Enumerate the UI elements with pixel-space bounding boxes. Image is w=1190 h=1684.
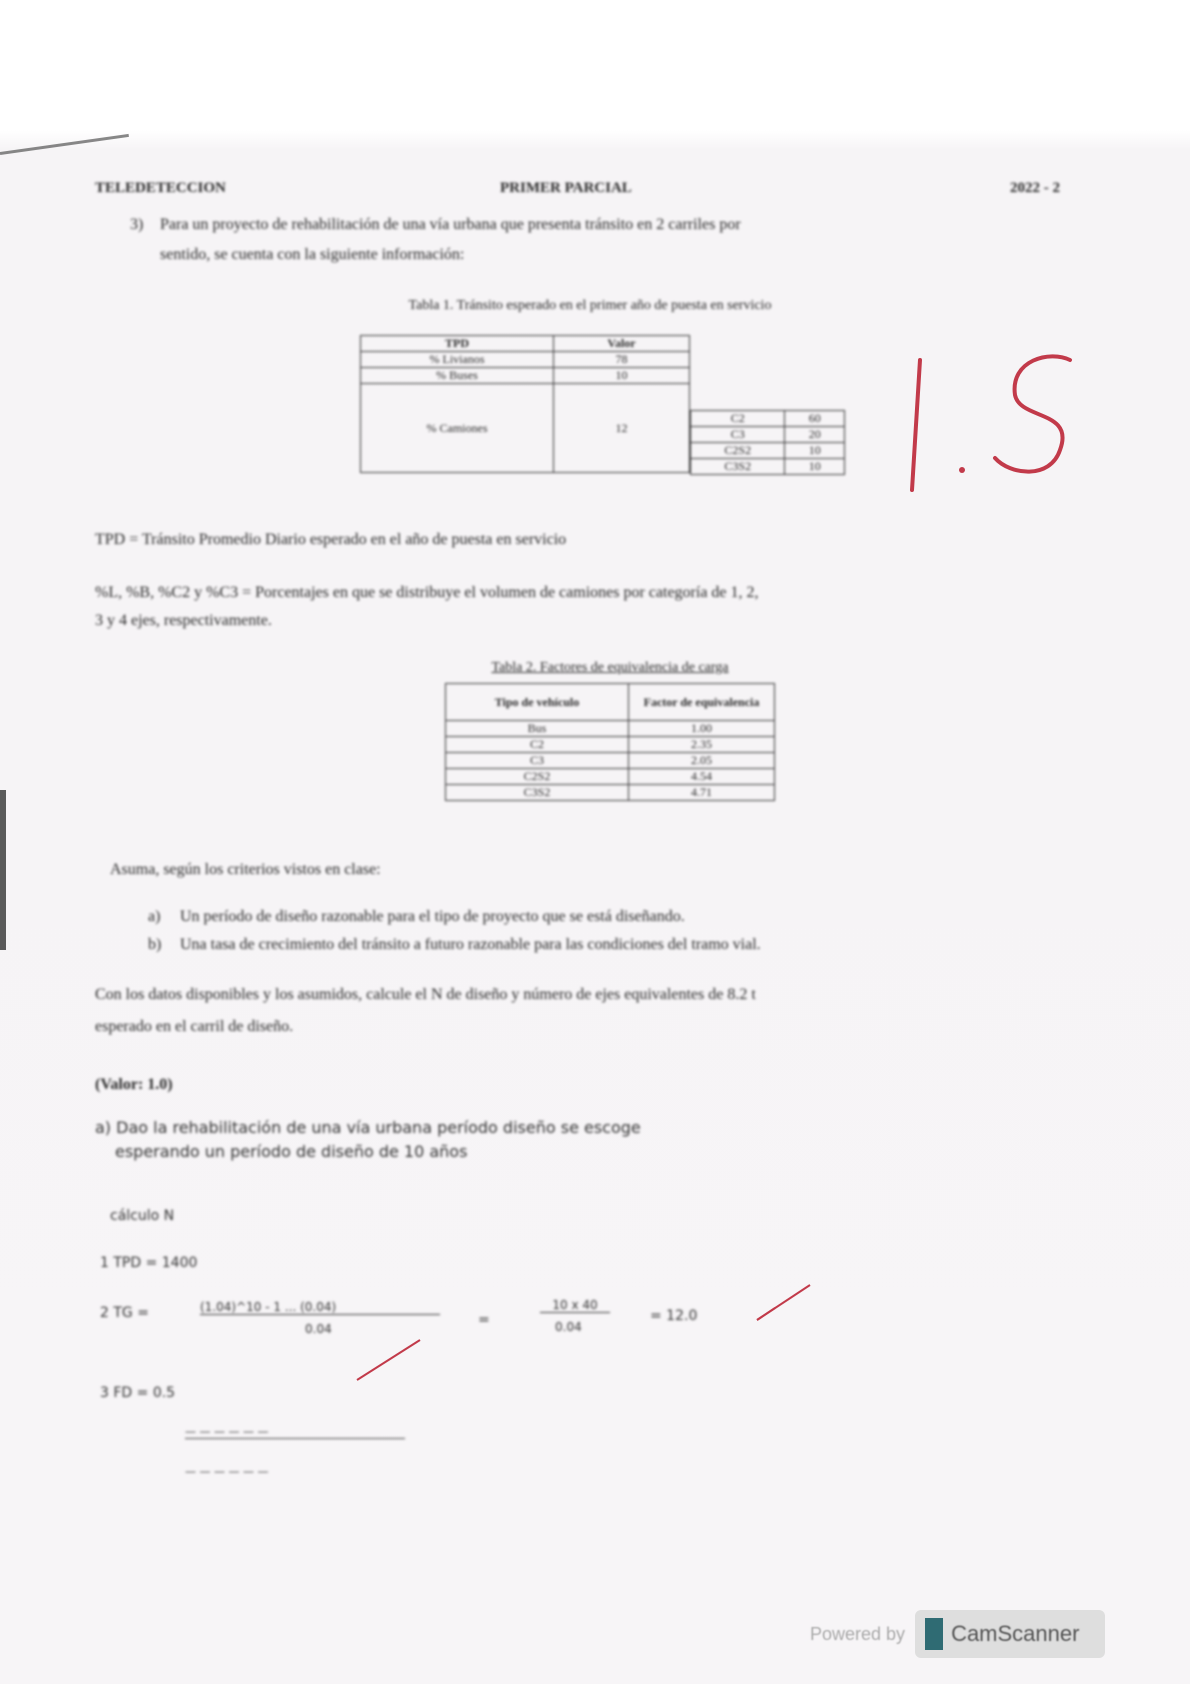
table-row	[361, 352, 690, 368]
note-tpd: TPD = Tránsito Promedio Diario esperado en el año de puesta en servicio	[95, 531, 567, 548]
table2-cell: C3S2	[446, 785, 629, 801]
table1-cell: 12	[554, 384, 690, 473]
header-left: TELEDETECCION	[95, 180, 226, 196]
table-row	[446, 721, 775, 737]
camscanner-logo	[915, 1610, 1105, 1658]
table1-side-cell: 10	[785, 443, 845, 459]
table1	[360, 335, 690, 473]
assume-lead: Asuma, según los criterios vistos en clase:	[110, 861, 381, 878]
table1-caption: Tabla 1. Tránsito esperado en el primer año de puesta en servicio	[408, 298, 772, 313]
table1-cell: 78	[554, 352, 690, 368]
table1-side-cell: 10	[785, 459, 845, 475]
table2-cell: 2.05	[629, 753, 775, 769]
answer-step2-frac-numerator: 10 x 40	[540, 1298, 610, 1313]
answer-step2-equals: =	[478, 1312, 490, 1328]
answer-step2-frac-denominator: 0.04	[555, 1320, 582, 1334]
paper-fold-mark	[0, 134, 129, 155]
table-row	[691, 427, 845, 443]
table1-side-cell: C3S2	[691, 459, 785, 475]
table2-cell: Bus	[446, 721, 629, 737]
header-center: PRIMER PARCIAL	[500, 180, 632, 196]
answer-step3-sub1: — — — — — —	[185, 1425, 405, 1439]
answer-calc-title: cálculo N	[110, 1208, 175, 1224]
check-mark	[355, 1335, 425, 1385]
table2-caption: Tabla 2. Factores de equivalencia de carga	[491, 660, 729, 675]
brand-name: CamScanner	[951, 1621, 1080, 1646]
table-row	[446, 785, 775, 801]
answer-line-a2: esperando un período de diseño de 10 años	[115, 1142, 468, 1161]
table1-cell: % Buses	[361, 368, 554, 384]
table-row	[446, 737, 775, 753]
task-line2: esperado en el carril de diseño.	[95, 1018, 294, 1035]
table-row	[691, 443, 845, 459]
assume-item-text: Una tasa de crecimiento del tránsito a futuro razonable para las condiciones del tramo vial.	[180, 936, 761, 953]
note-percent-line2: 3 y 4 ejes, respectivamente.	[95, 612, 272, 629]
camscanner-logo-icon	[925, 1618, 943, 1650]
answer-step2-denominator: 0.04	[305, 1322, 332, 1336]
table2-cell: 4.54	[629, 769, 775, 785]
table2-cell: 1.00	[629, 721, 775, 737]
table2-cell: C2S2	[446, 769, 629, 785]
table2-cell: 4.71	[629, 785, 775, 801]
table-row	[446, 753, 775, 769]
table1-cell: 10	[554, 368, 690, 384]
table2-header-row	[446, 684, 775, 721]
table1-header: TPD	[361, 336, 554, 352]
scan-edge-shadow	[0, 790, 6, 950]
table1-side-cell: C2	[691, 411, 785, 427]
task-line1: Con los datos disponibles y los asumidos, calcule el N de diseño y número de ejes equivalentes de 8.2 t	[95, 986, 756, 1003]
table1-side-cell: C2S2	[691, 443, 785, 459]
table1-side-cell: C3	[691, 427, 785, 443]
answer-step2-numerator: (1.04)^10 - 1 ... (0.04)	[200, 1300, 440, 1315]
answer-line-a1: a) Dao la rehabilitación de una vía urbana período diseño se escoge	[95, 1118, 641, 1137]
powered-by-label: Powered by	[810, 1623, 906, 1644]
table1-header: Valor	[554, 336, 690, 352]
assume-item-text: Un período de diseño razonable para el tipo de proyecto que se está diseñando.	[180, 908, 685, 925]
table2-header: Factor de equivalencia	[629, 684, 775, 721]
grade-mark	[900, 340, 1080, 510]
table-row	[361, 384, 690, 473]
table2-cell: C3	[446, 753, 629, 769]
camscanner-watermark	[810, 1610, 1105, 1658]
table-row	[691, 411, 845, 427]
problem-number: 3)	[130, 216, 144, 233]
table2-cell: 2.35	[629, 737, 775, 753]
table-row	[691, 459, 845, 475]
assume-item-mark: a)	[148, 908, 161, 925]
problem-intro-line1: Para un proyecto de rehabilitación de una vía urbana que presenta tránsito en 2 carriles por	[160, 216, 741, 233]
answer-step2-result: = 12.0	[650, 1308, 698, 1324]
table1-header-row	[361, 336, 690, 352]
table1-side-cell: 20	[785, 427, 845, 443]
table1-cell: % Camiones	[361, 384, 554, 473]
check-mark	[755, 1280, 815, 1325]
table1-truck-breakdown	[690, 410, 845, 475]
answer-step3-sub2: — — — — — —	[185, 1465, 269, 1478]
answer-step1: 1 TPD = 1400	[100, 1255, 198, 1271]
answer-step2-lhs: 2 TG =	[100, 1305, 149, 1321]
answer-step3: 3 FD = 0.5	[100, 1385, 176, 1401]
problem-intro-line2: sentido, se cuenta con la siguiente información:	[160, 246, 465, 263]
table2	[445, 683, 775, 801]
table2-header: Tipo de vehículo	[446, 684, 629, 721]
table-row	[446, 769, 775, 785]
table1-side-cell: 60	[785, 411, 845, 427]
note-percent-line1: %L, %B, %C2 y %C3 = Porcentajes en que se distribuye el volumen de camiones por categoría de 1, 2,	[95, 584, 759, 601]
header-right: 2022 - 2	[1010, 180, 1060, 196]
table2-cell: C2	[446, 737, 629, 753]
table1-cell: % Livianos	[361, 352, 554, 368]
assume-item-mark: b)	[148, 936, 162, 953]
table-row	[361, 368, 690, 384]
value-label: (Valor: 1.0)	[95, 1076, 173, 1093]
